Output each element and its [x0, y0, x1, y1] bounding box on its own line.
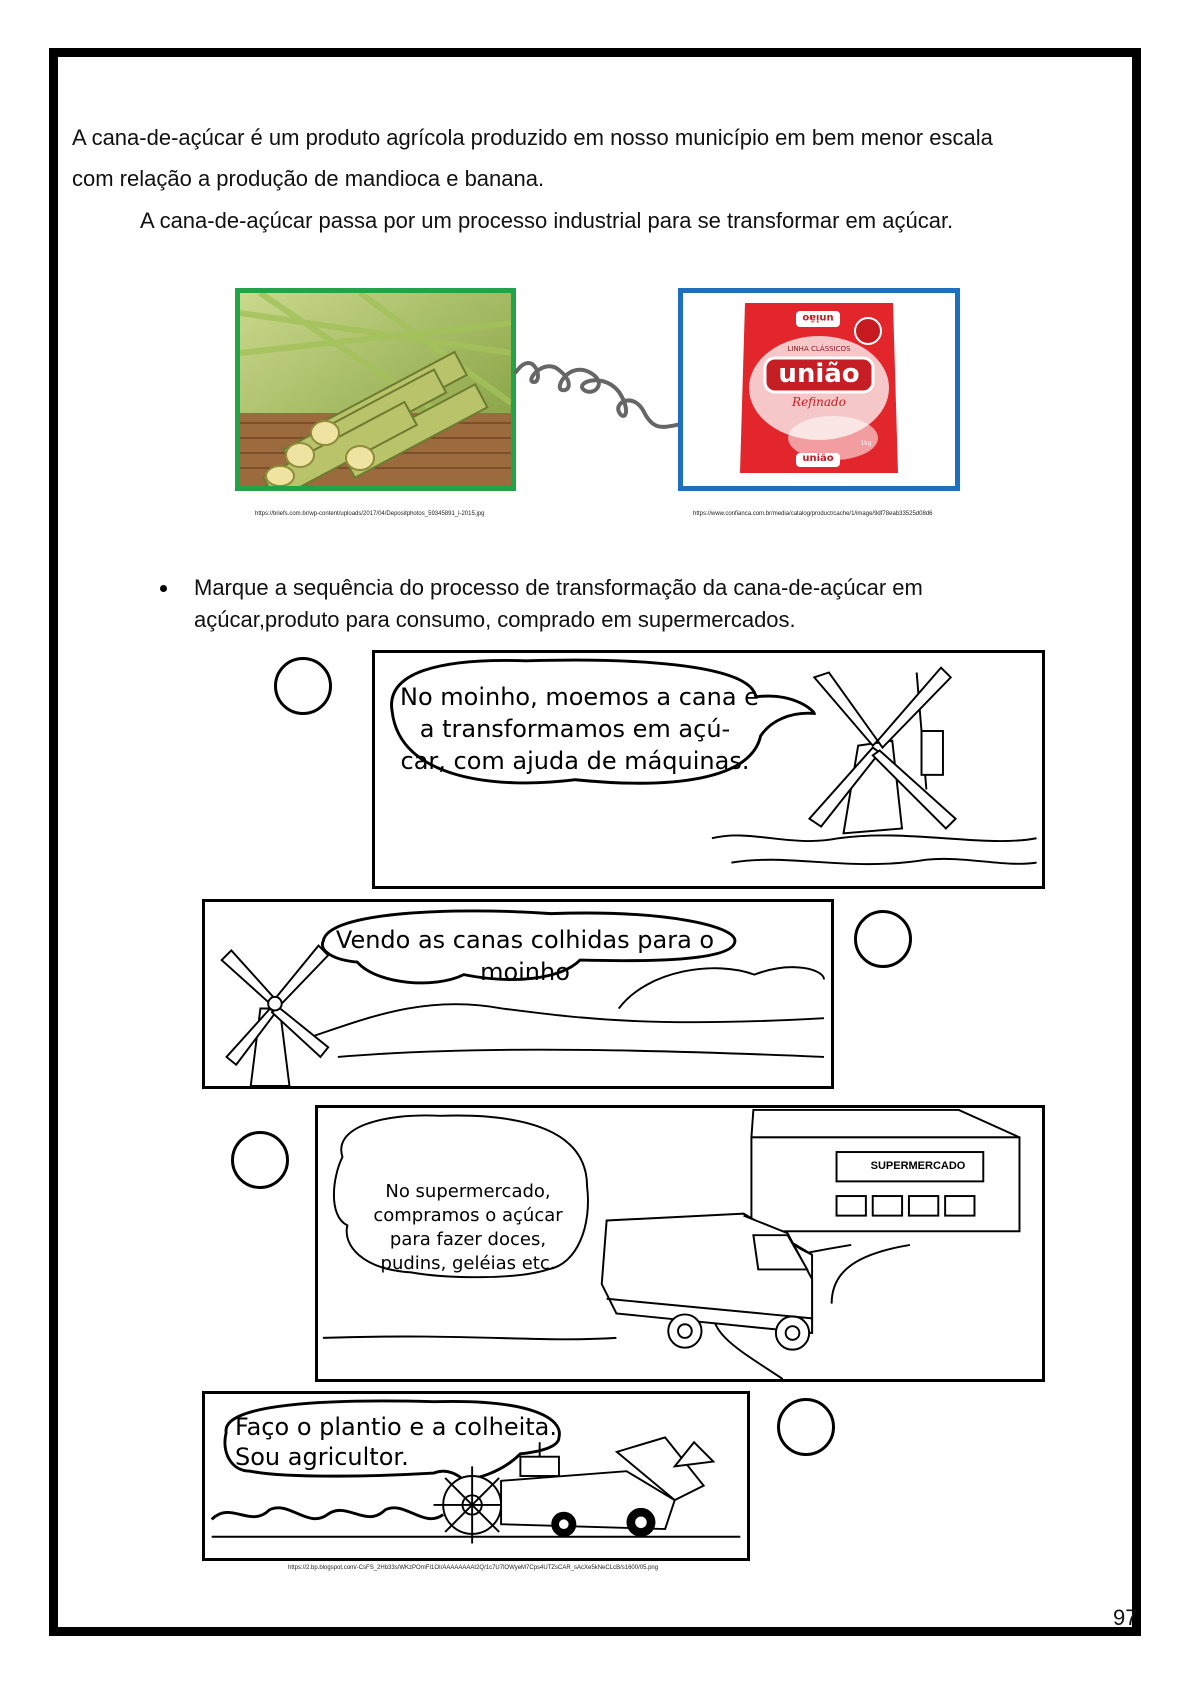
sequence-circle-mill[interactable]: [274, 657, 332, 715]
page-number: 97: [1113, 1605, 1137, 1630]
sell-speech-line1: Vendo as canas colhidas para o: [335, 926, 715, 954]
mill-speech-line1: No moinho, moemos a cana e: [400, 683, 759, 711]
sequence-circle-market[interactable]: [231, 1131, 289, 1189]
sequence-circle-farm[interactable]: [777, 1398, 835, 1456]
bullet-point: [160, 585, 167, 592]
sugarcane-photo: [235, 288, 516, 491]
connector-squiggle: [514, 352, 684, 442]
sugar-package-photo: [678, 288, 960, 491]
farm-speech: [235, 1412, 558, 1472]
instruction-line2: açúcar,produto para consumo, comprado em supermercados.: [194, 607, 796, 632]
comic-panel-sell: [202, 899, 834, 1089]
comic-panel-market: [315, 1105, 1045, 1382]
sugar-brand-top: união: [802, 312, 834, 323]
farm-speech-line2: Sou agricultor.: [235, 1443, 409, 1471]
mill-speech-line3: car, com ajuda de máquinas.: [400, 747, 750, 775]
sugar-brand-bottom: união: [802, 453, 834, 464]
intro-paragraph-line2: com relação a produção de mandioca e banana.: [72, 166, 545, 191]
sugarcane-photo-credit: https://briefs.com.br/wp-content/uploads/2017/04/Depositphotos_59345891_l-2015.jpg: [255, 511, 485, 517]
comic-panel-farm: [202, 1391, 750, 1561]
comic-panel-mill: [372, 650, 1045, 889]
intro-paragraph-line1: A cana-de-açúcar é um produto agrícola produzido em nosso município em bem menor escala: [72, 125, 993, 150]
sugar-brand-logo: união: [778, 359, 860, 389]
market-speech-line4: pudins, geléias etc.: [380, 1253, 556, 1274]
sugar-weight: 1kg: [860, 440, 872, 447]
sell-speech: [335, 924, 715, 988]
panels-credit: https://2.bp.blogspot.com/-CsFS_2Hb33s/WKzPOmFI1OI/AAAAAAAAt2Q/1c7U7lOWyeM7Cps4UTZsCAR_sAcXe5kNeCLcB/s1600/05.png: [288, 1565, 659, 1571]
sequence-circle-sell[interactable]: [854, 910, 912, 968]
sell-speech-line2: moinho: [480, 958, 570, 986]
supermarket-sign: SUPERMERCADO: [870, 1160, 966, 1172]
market-speech-line1: No supermercado,: [385, 1181, 551, 1202]
market-speech-line3: para fazer doces,: [389, 1229, 547, 1250]
sugar-type-label: Refinado: [792, 395, 846, 409]
instruction-line1: Marque a sequência do processo de transformação da cana-de-açúcar em: [194, 575, 923, 600]
sugar-photo-credit: https://www.confianca.com.br/media/catalog/product/cache/1/image/9df78eab33525d08d6: [693, 511, 933, 517]
sugar-line-label: LINHA CLÁSSICOS: [787, 345, 851, 353]
market-speech-line2: compramos o açúcar: [373, 1205, 563, 1226]
market-speech: [348, 1180, 588, 1276]
farm-speech-line1: Faço o plantio e a colheita.: [235, 1413, 558, 1441]
mill-speech: [400, 681, 759, 777]
intro-paragraph-2: A cana-de-açúcar passa por um processo industrial para se transformar em açúcar.: [140, 208, 954, 233]
mill-speech-line2: a transformamos em açú-: [419, 715, 731, 743]
